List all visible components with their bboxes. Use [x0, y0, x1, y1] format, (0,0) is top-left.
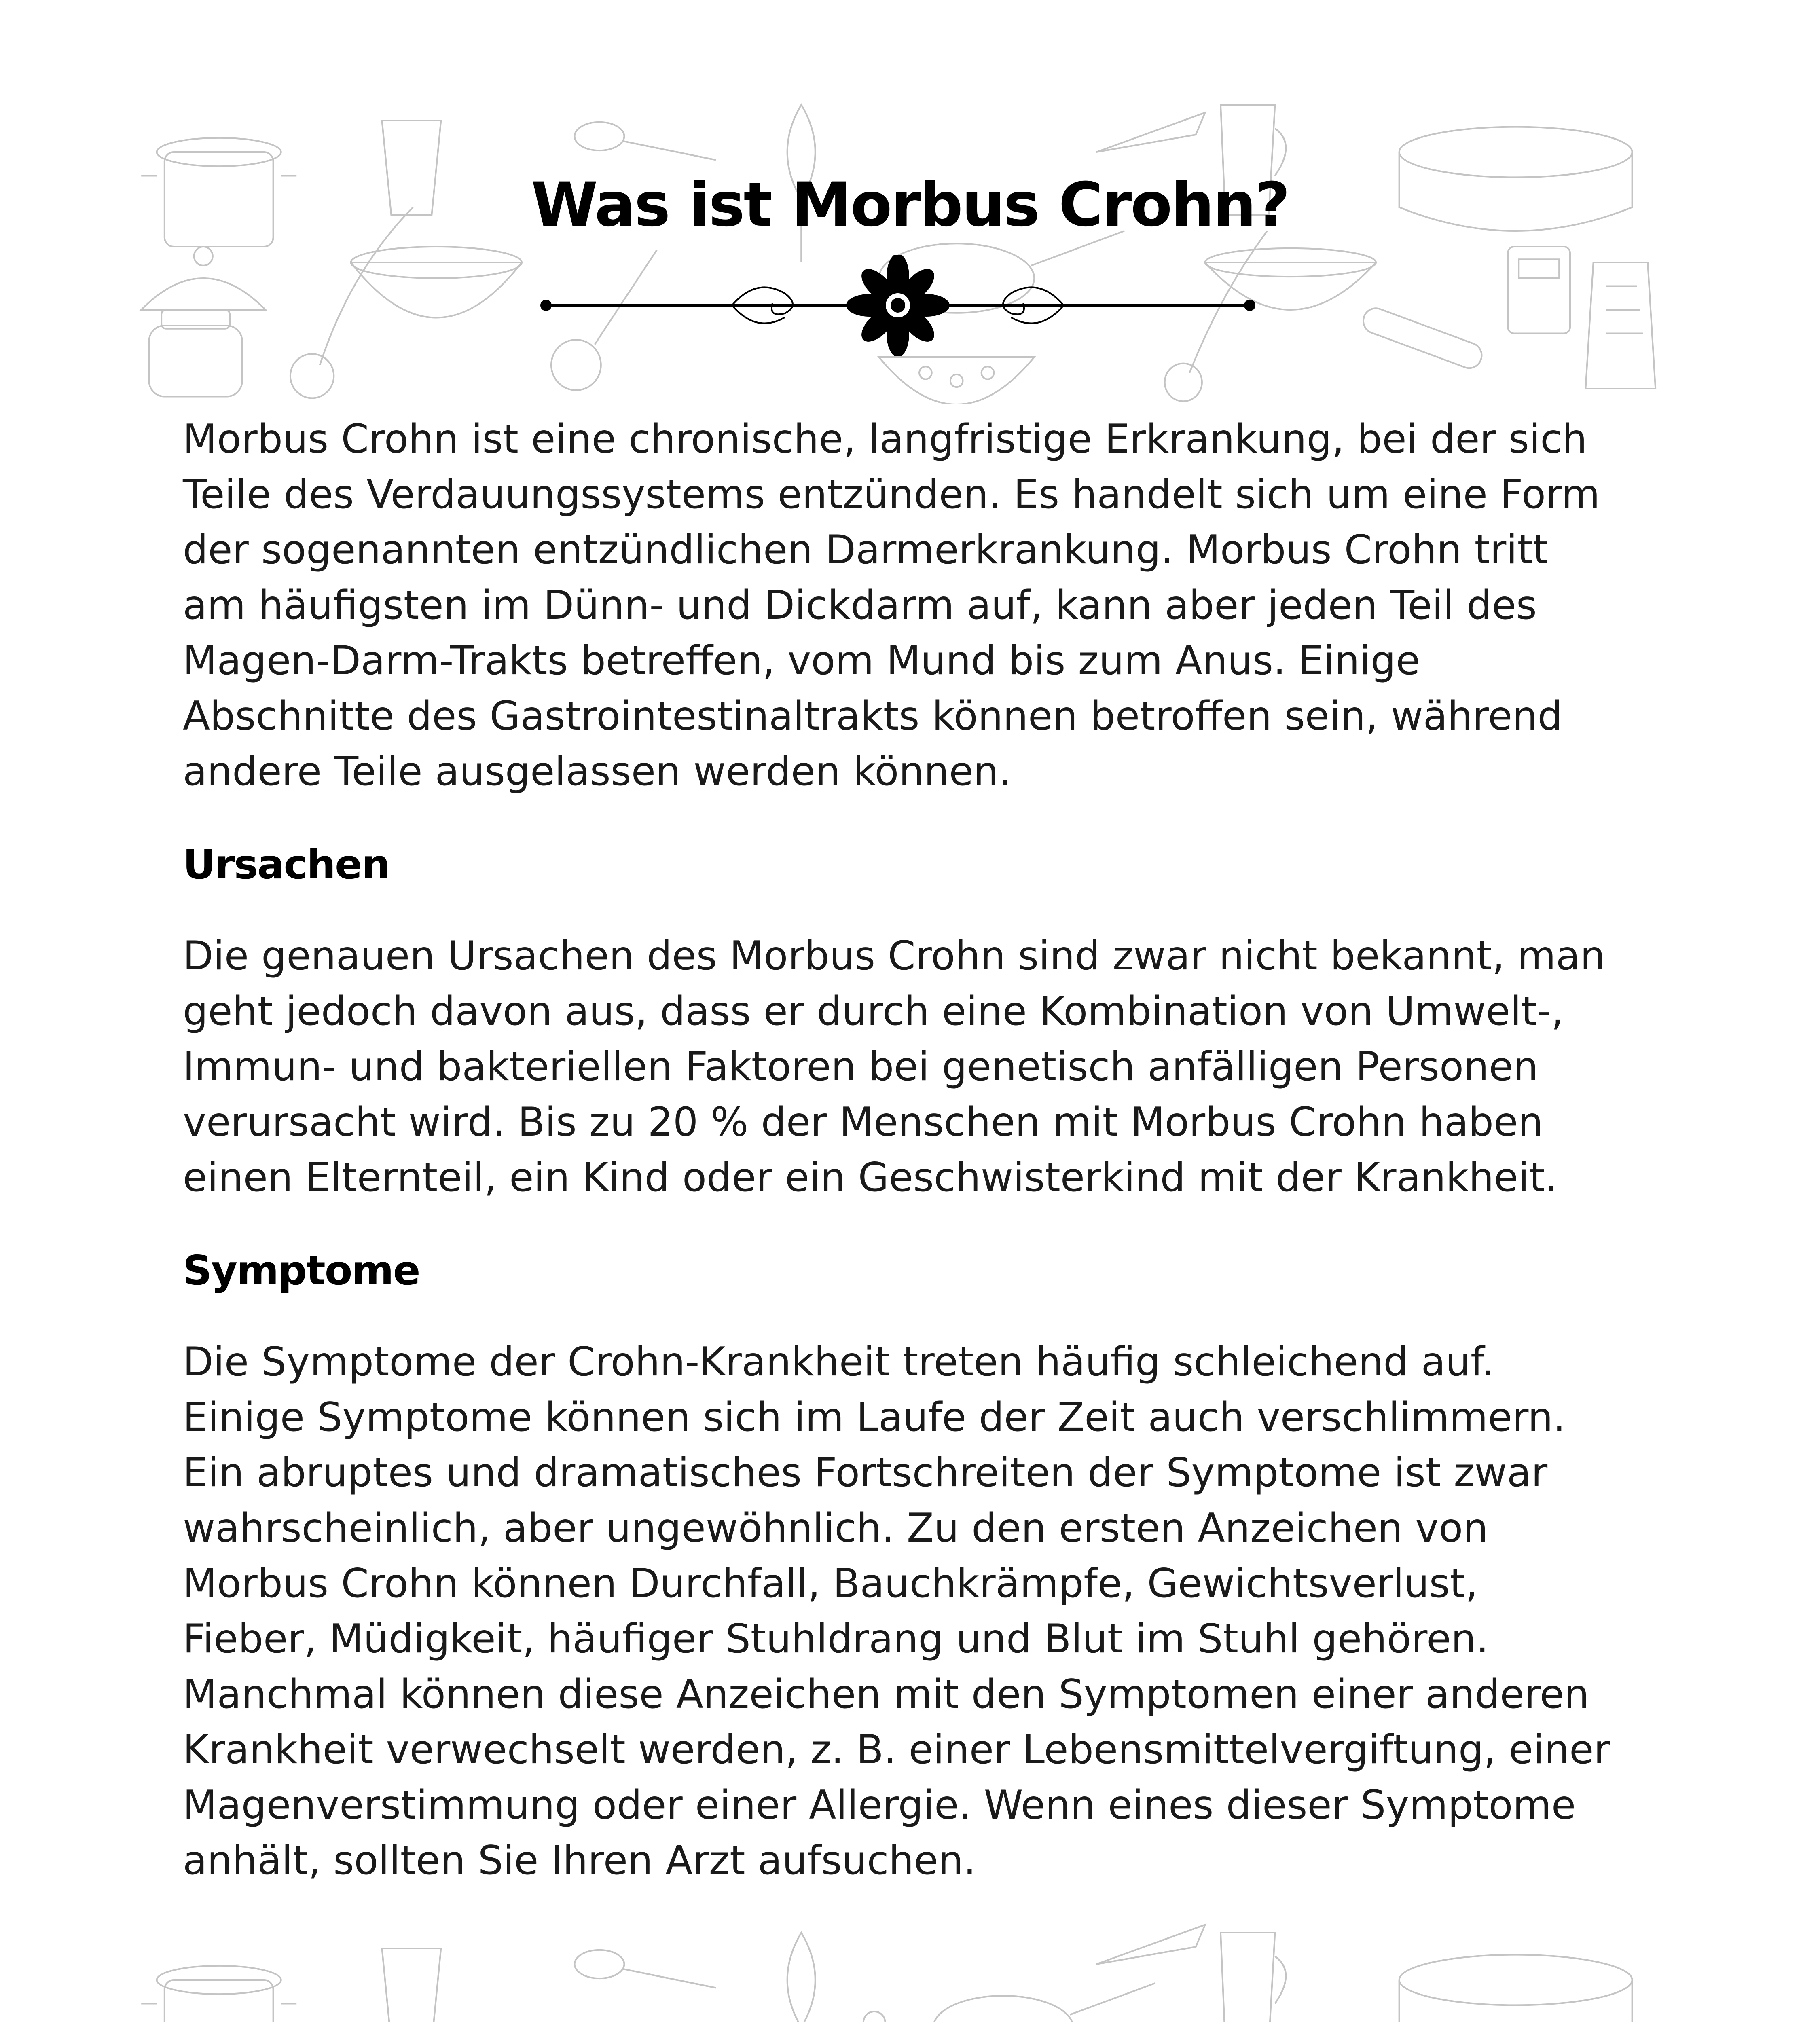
colander-icon [879, 357, 1034, 404]
glass-icon [382, 1948, 441, 2022]
pitcher-icon [1221, 1933, 1286, 2022]
knife-icon [1096, 113, 1205, 152]
frying-pan-icon [933, 1983, 1155, 2022]
spoon-icon [575, 1950, 716, 1988]
symptoms-paragraph: Die Symptome der Crohn-Krankheit treten häufig schleichend auf. Einige Symptome können sich im Laufe der Zeit auch verschlimmern. Ein abruptes und dramatisches Fortschreiten der Symptome ist zwar wahrscheinlich, aber ungewöhnlich. Zu den ersten Anzeichen von Morbus Crohn können Durchfall, Bauchkrämpfe, Gewichtsverlust, Fieber, Müdigkeit, häufiger Stuhldrang und Blut im Stuhl gehören. Manchmal können diese Anzeichen mit den Symptomen einer anderen Krankheit verwechselt werden, z. B. einer Lebensmittelvergiftung, einer Magenverstimmung oder einer Allergie. Wenn eines dieser Symptome anhält, sollten Sie Ihren Arzt aufsuchen. [183, 1339, 1610, 1884]
kitchen-utensils-sketch-bottom [133, 1917, 1687, 2022]
section-heading-ursachen: Ursachen [183, 841, 390, 888]
flower-divider-icon [846, 255, 950, 356]
knife-icon [1096, 1925, 1205, 1965]
causes-paragraph: Die genauen Ursachen des Morbus Crohn sind zwar nicht bekannt, man geht jedoch davon aus, dass er durch eine Kombination von Umwelt-, Immun- und bakteriellen Faktoren bei genetisch anfälligen Personen verursacht wird. Bis zu 20 % der Menschen mit Morbus Crohn haben einen Elternteil, ein Kind oder ein Geschwisterkind mit der Krankheit. [183, 933, 1605, 1201]
pot-icon [141, 1966, 296, 2022]
scale-icon [1508, 247, 1570, 334]
lid-icon [141, 247, 265, 310]
cake-tin-icon [1399, 1955, 1632, 2022]
article-body [183, 412, 1623, 1889]
intro-paragraph: Morbus Crohn ist eine chronische, langfristige Erkrankung, bei der sich Teile des Verdauungssystems entzünden. Es handelt sich um eine Form der sogenannten entzündlichen Darmerkrankung. Morbus Crohn tritt am häufigsten im Dünn- und Dickdarm auf, kann aber jeden Teil des Magen-Darm-Trakts betreffen, vom Mund bis zum Anus. Einige Abschnitte des Gastrointestinaltrakts können betroffen sein, während andere Teile ausgelassen werden können. [183, 416, 1600, 795]
rolling-pin-icon [863, 2011, 885, 2022]
grater-icon [1585, 262, 1655, 389]
section-heading-symptome: Symptome [183, 1247, 420, 1294]
title-divider [538, 255, 1258, 356]
bowl-icon [351, 247, 522, 318]
kitchen-utensils-sketch-top [133, 89, 1687, 404]
jar-icon [149, 310, 242, 397]
whisk-icon [787, 1933, 815, 2022]
rolling-pin-icon [1360, 305, 1485, 372]
page-title: Was ist Morbus Crohn? [531, 170, 1289, 240]
spoon-icon [575, 122, 716, 160]
